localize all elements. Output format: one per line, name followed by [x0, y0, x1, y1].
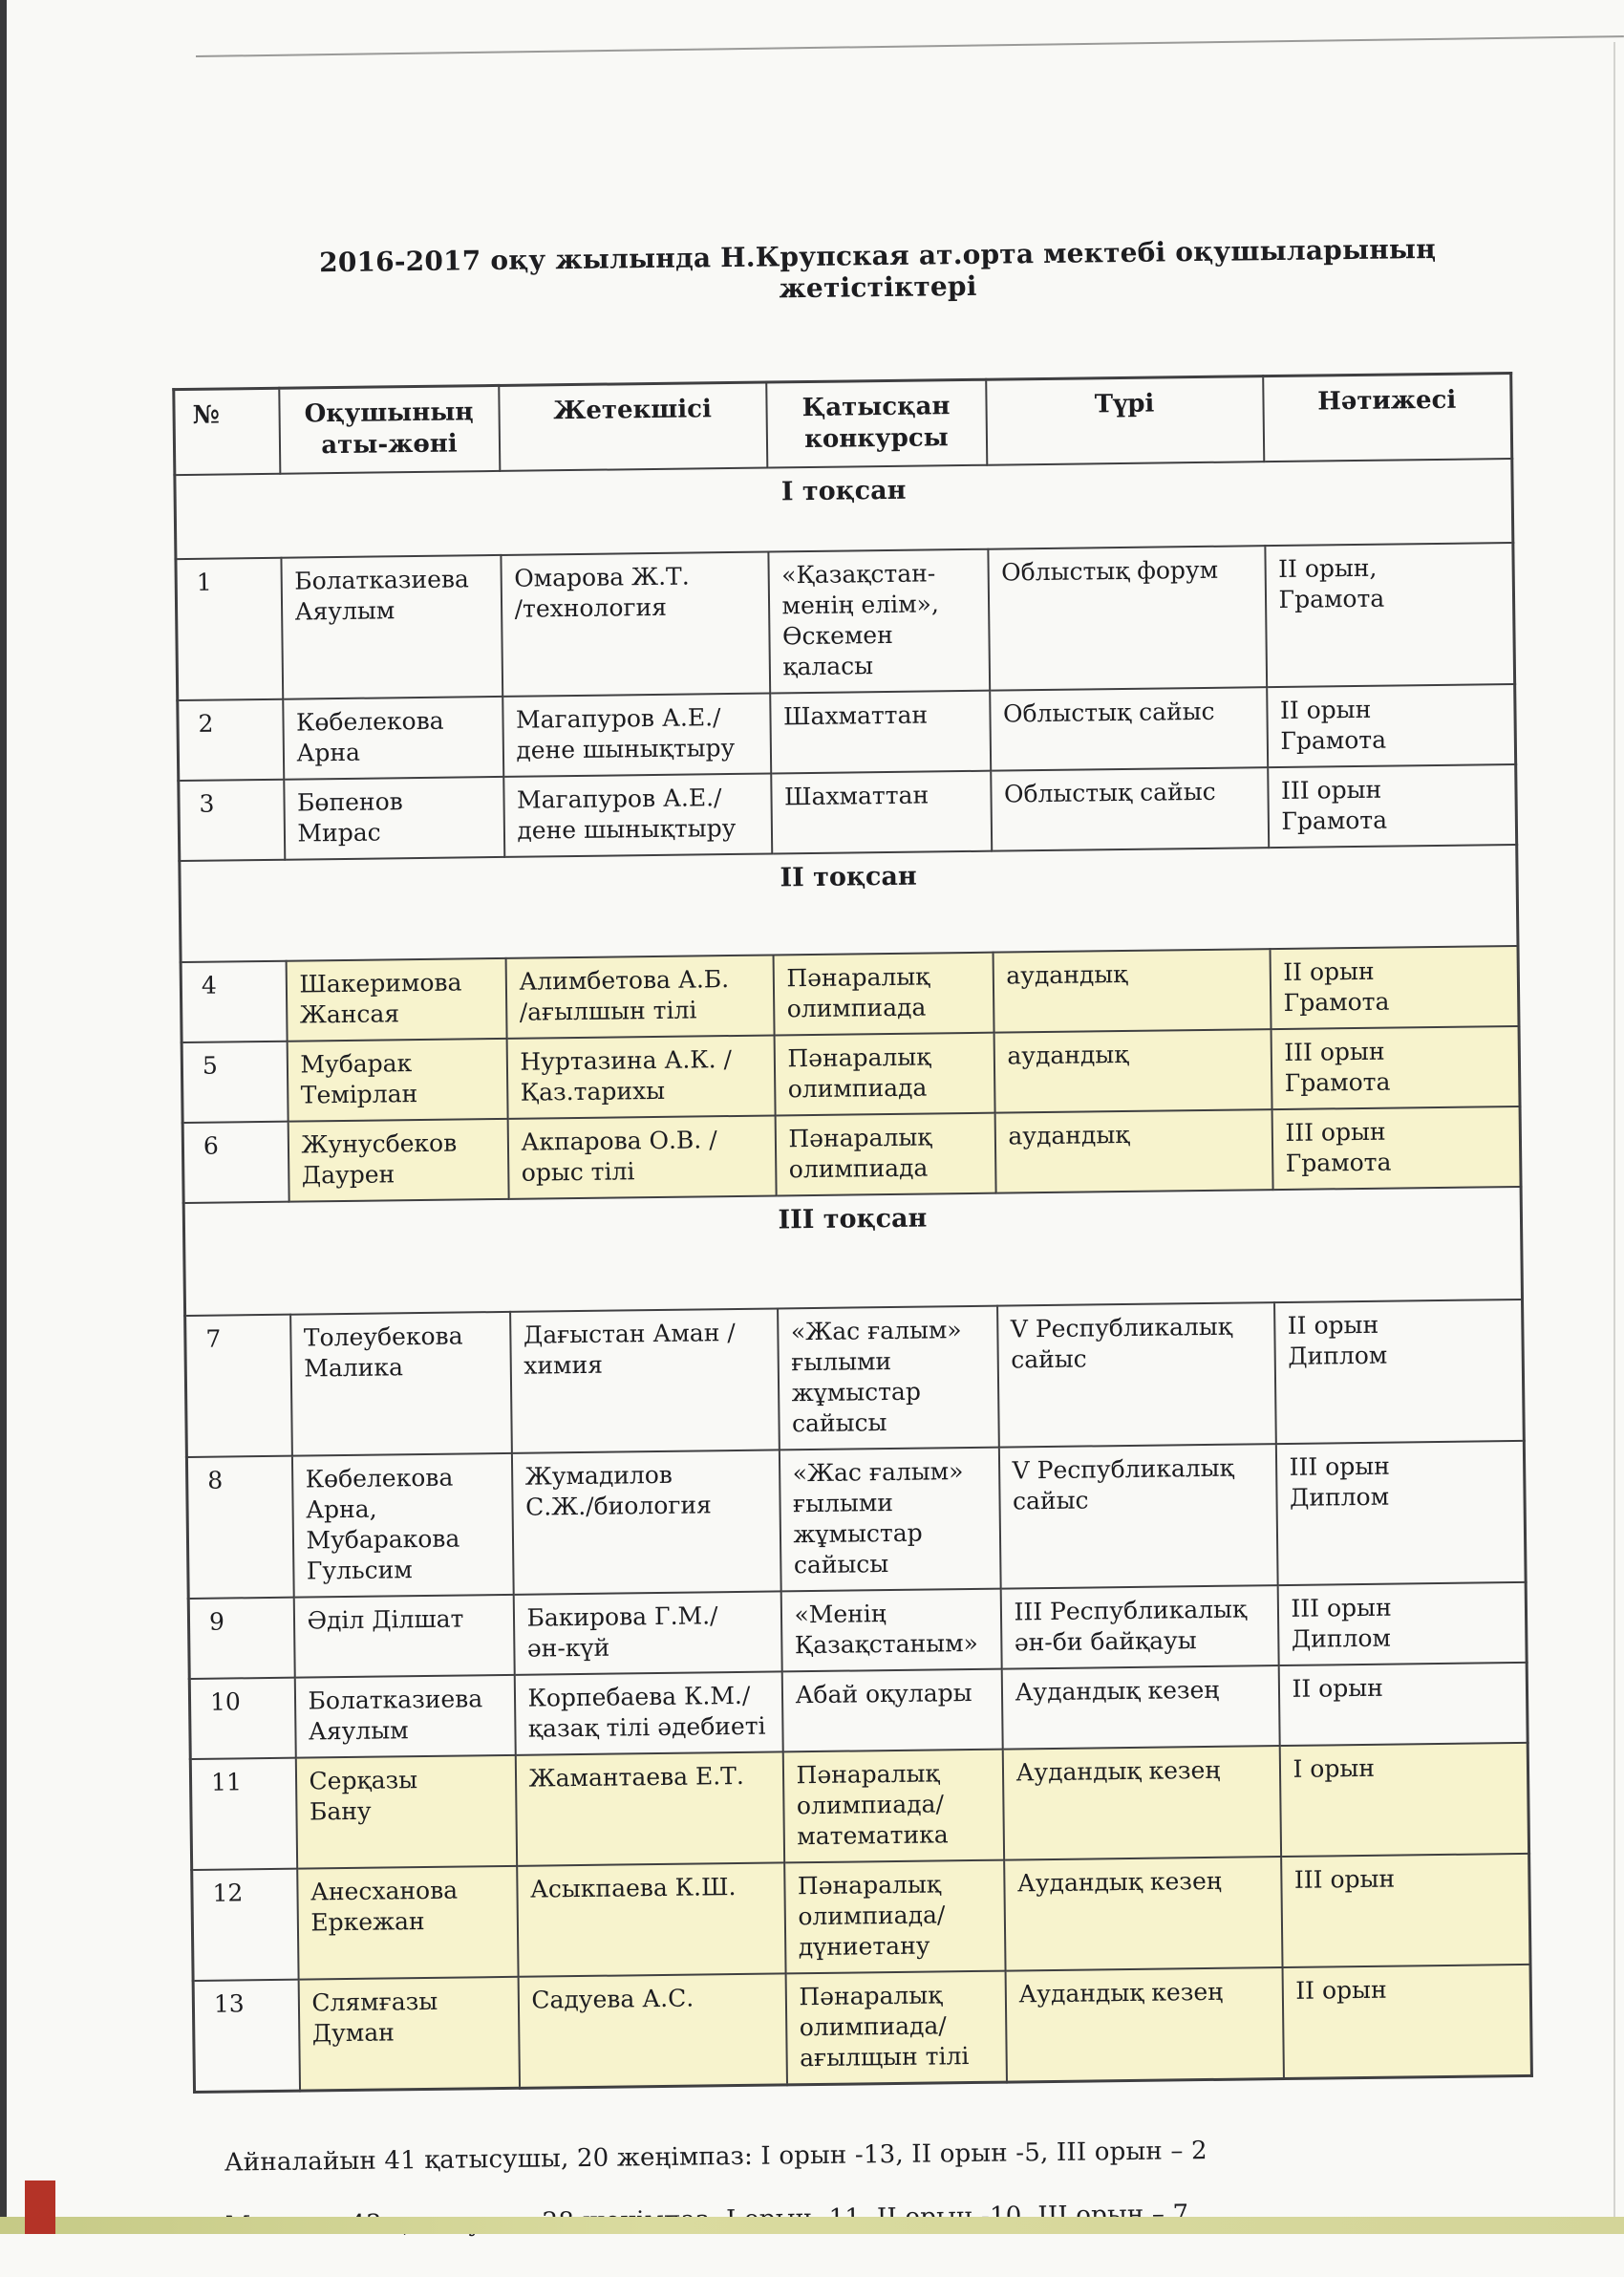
section-row: [183, 1186, 1522, 1315]
result-cell: III орын Грамота: [1268, 764, 1517, 848]
row-number-cell: 7: [185, 1314, 292, 1456]
contest-cell: «Жас ғалым» ғылыми жұмыстар сайысы: [779, 1447, 1000, 1591]
row-number-cell: 8: [186, 1455, 293, 1598]
supervisor-cell: Омарова Ж.Т. /технология: [501, 551, 770, 696]
section-row: [180, 844, 1518, 961]
col-header-supervisor: Жетекшісі: [499, 382, 767, 470]
student-name-cell: Анесханова Еркежан: [297, 1865, 518, 1979]
table-row: [192, 1853, 1530, 1980]
result-cell: III орын Диплом: [1277, 1581, 1527, 1665]
student-name-cell: Болатказиева Аяулым: [281, 554, 502, 698]
table-body: [175, 459, 1532, 2092]
row-number-cell: 1: [176, 557, 283, 699]
result-cell: II орын Диплом: [1274, 1299, 1525, 1443]
row-number-cell: 9: [188, 1597, 294, 1678]
student-name-cell: Жунусбеков Даурен: [288, 1118, 508, 1201]
result-cell: I орын: [1279, 1742, 1528, 1856]
row-number-cell: 3: [179, 779, 285, 860]
contest-cell: Шахматтан: [771, 770, 992, 853]
row-number-cell: 4: [181, 960, 287, 1042]
contest-type-cell: Аудандық кезең: [1001, 1665, 1279, 1750]
supervisor-cell: Жамантаева Е.Т.: [515, 1751, 783, 1865]
student-name-cell: Бөпенов Мирас: [284, 776, 504, 859]
scan-right-edge-line: [1613, 42, 1615, 2234]
section-label: II тоқсан: [180, 844, 1518, 961]
supervisor-cell: Акпарова О.В. / орыс тілі: [507, 1115, 776, 1198]
contest-type-cell: V Республикалық сайыс: [998, 1444, 1277, 1589]
result-cell: III орын Грамота: [1271, 1106, 1521, 1189]
scan-bottom-edge-strip: [0, 2217, 1624, 2234]
col-header-student-name: Оқушының аты-жөні: [279, 385, 500, 473]
result-cell: II орын Грамота: [1267, 684, 1516, 767]
student-name-cell: Болатказиева Аяулым: [294, 1674, 515, 1757]
contest-type-cell: Облыстық форум: [988, 546, 1267, 691]
supervisor-cell: Алимбетова А.Б. /ағылшын тілі: [505, 955, 774, 1038]
contest-cell: Абай оқулары: [781, 1668, 1002, 1751]
achievements-table: [172, 372, 1533, 2094]
result-cell: II орын: [1282, 1964, 1531, 2078]
student-name-cell: Көбелекова Арна, Мубаракова Гульсим: [291, 1452, 513, 1597]
supervisor-cell: Магапуров А.Е./ дене шынықтыру: [502, 693, 771, 776]
table-row: [185, 1299, 1525, 1456]
student-name-cell: Толеубекова Малика: [290, 1311, 512, 1455]
page-title: 2016-2017 оқу жылында Н.Крупская ат.орта мектебі оқушыларының жетістіктері: [318, 232, 1437, 305]
row-number-cell: 12: [192, 1868, 298, 1980]
table-row: [186, 1440, 1526, 1598]
contest-type-cell: III Республикалық ән-би байқауы: [1000, 1585, 1278, 1669]
col-header-contest: Қатысқан конкурсы: [766, 379, 987, 467]
summary-line-1: Айналайын 41 қатысушы, 20 жеңімпаз: I орын -13, II орын -5, III орын – 2: [224, 2136, 1208, 2178]
row-number-cell: 6: [182, 1121, 288, 1202]
result-cell: III орын: [1281, 1853, 1530, 1966]
student-name-cell: Шакеримова Жансая: [286, 957, 506, 1041]
header-row: [174, 374, 1512, 475]
result-cell: II орын, Грамота: [1265, 543, 1515, 687]
row-number-cell: 5: [182, 1041, 288, 1122]
contest-type-cell: Аудандық кезең: [1005, 1967, 1283, 2082]
section-label: I тоқсан: [175, 459, 1513, 559]
row-number-cell: 11: [190, 1757, 296, 1869]
contest-cell: Пәнаралық олимпиада: [774, 1032, 994, 1115]
contest-type-cell: Облыстық сайыс: [990, 687, 1268, 771]
contest-cell: Пәнаралық олимпиада: [775, 1112, 995, 1195]
contest-cell: Пәнаралық олимпиада/ математика: [782, 1749, 1003, 1862]
table-row: [193, 1964, 1531, 2092]
contest-cell: Пәнаралық олимпиада/ ағылщын тілі: [785, 1970, 1006, 2084]
contest-type-cell: аудандық: [994, 1109, 1272, 1193]
student-name-cell: Мубарак Темірлан: [287, 1038, 507, 1121]
contest-type-cell: Облыстық сайыс: [991, 767, 1269, 851]
col-header-type: Түрі: [986, 376, 1264, 465]
supervisor-cell: Садуева А.С.: [518, 1973, 786, 2088]
contest-cell: «Жас ғалым» ғылыми жұмыстар сайысы: [778, 1305, 999, 1450]
contest-type-cell: V Республикалық сайыс: [997, 1302, 1276, 1448]
contest-type-cell: Аудандық кезең: [1002, 1746, 1280, 1860]
supervisor-cell: Магапуров А.Е./ дене шынықтыру: [503, 773, 772, 856]
row-number-cell: 13: [193, 1979, 299, 2092]
result-cell: III орын Диплом: [1275, 1440, 1526, 1584]
supervisor-cell: Асыкпаева К.Ш.: [517, 1862, 785, 1976]
supervisor-cell: Жумадилов С.Ж./биология: [511, 1450, 780, 1594]
contest-cell: Пәнаралық олимпиада/ дүниетану: [784, 1859, 1005, 1973]
student-name-cell: Көбелекова Арна: [283, 696, 503, 779]
section-row: [175, 459, 1513, 559]
result-cell: II орын: [1278, 1662, 1528, 1745]
contest-cell: «Қазақстан- менің елім», Өскемен қаласы: [768, 548, 990, 693]
row-number-cell: 2: [178, 698, 284, 780]
contest-cell: «Менің Қазақстаным»: [780, 1588, 1001, 1671]
row-number-cell: 10: [189, 1677, 295, 1758]
col-header-number: №: [174, 388, 280, 474]
col-header-result: Нәтижесі: [1263, 374, 1512, 462]
result-cell: II орын Грамота: [1270, 945, 1519, 1028]
contest-type-cell: Аудандық кезең: [1004, 1857, 1282, 1971]
supervisor-cell: Дағыстан Аман / химия: [510, 1308, 780, 1452]
contest-type-cell: аудандық: [993, 949, 1271, 1033]
contest-type-cell: аудандық: [994, 1029, 1271, 1113]
supervisor-cell: Бакирова Г.М./ ән-күй: [513, 1591, 781, 1674]
scan-left-edge-strip: [0, 0, 7, 2234]
contest-cell: Пәнаралық олимпиада: [773, 952, 994, 1035]
table-row: [176, 543, 1515, 700]
student-name-cell: Серқазы Бану: [295, 1754, 516, 1868]
student-name-cell: Слямғазы Думан: [298, 1976, 519, 2090]
supervisor-cell: Нуртазина А.К. / Қаз.тарихы: [506, 1035, 775, 1118]
contest-cell: Шахматтан: [770, 690, 991, 773]
section-label: III тоқсан: [183, 1186, 1522, 1315]
result-cell: III орын Грамота: [1271, 1025, 1520, 1108]
student-name-cell: Әділ Ділшат: [293, 1594, 514, 1677]
scan-corner-red-mark: [25, 2180, 55, 2234]
table-row: [190, 1742, 1528, 1869]
supervisor-cell: Корпебаева К.М./ қазақ тілі әдебиеті: [514, 1671, 782, 1754]
